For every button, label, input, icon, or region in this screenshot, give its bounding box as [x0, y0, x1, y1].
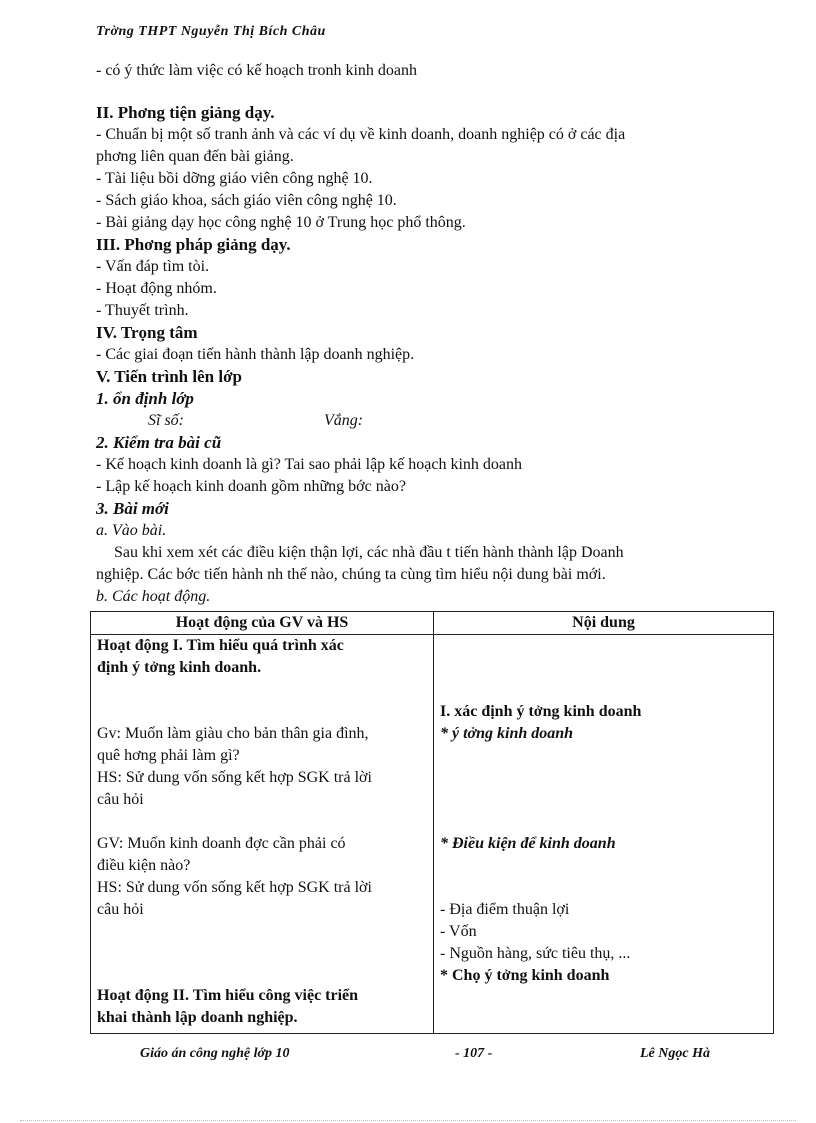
review-question: - Kế hoạch kinh doanh là gì? Tai sao phải lập kế hoạch kinh doanh — [96, 456, 523, 473]
table-header-content: Nội dung — [434, 612, 774, 635]
activity-1-title: định ý tởng kinh doanh. — [97, 659, 262, 676]
section-4-item: - Các giai đoạn tiến hành thành lập doanh nghiệp. — [96, 346, 415, 363]
page-number: - 107 - — [455, 1046, 493, 1061]
section-3-item: - Thuyết trình. — [96, 302, 189, 319]
vang-label: Vắng: — [324, 412, 364, 429]
footer-author: Lê Ngọc Hà — [640, 1046, 710, 1061]
activity-2-title: khai thành lập doanh nghiệp. — [97, 1009, 298, 1026]
section-3-item: - Hoạt động nhóm. — [96, 280, 217, 297]
page-bottom-divider — [20, 1120, 796, 1121]
section-2-title: II. Phơng tiện giảng dạy. — [96, 103, 275, 122]
section-2-item: - Sách giáo khoa, sách giáo viên công nghệ 10. — [96, 192, 397, 209]
section-2-item: - Bài giảng dạy học công nghệ 10 ở Trung học phổ thông. — [96, 214, 466, 231]
teacher-question: điều kiện nào? — [97, 857, 191, 874]
section-3-item: - Vấn đáp tìm tòi. — [96, 258, 210, 275]
section-2-item: - Tài liệu bồi dỡng giáo viên công nghệ 10. — [96, 170, 373, 187]
teacher-question: quê hơng phải làm gì? — [97, 747, 240, 764]
content-subheading: * Chọ ý tởng kinh doanh — [440, 967, 610, 984]
intro-line: Sau khi xem xét các điều kiện thận lợi, các nhà đầu t tiến hành thành lập Doanh — [114, 544, 624, 561]
section-2-item: phơng liên quan đến bài giảng. — [96, 148, 294, 165]
content-subheading: * ý tởng kinh doanh — [440, 725, 574, 742]
subsection-3-title: 3. Bài mới — [96, 499, 169, 518]
student-answer: câu hỏi — [97, 791, 144, 808]
review-question: - Lập kế hoạch kinh doanh gồm những bớc nào? — [96, 478, 406, 495]
document-body — [96, 60, 736, 608]
section-3-title: III. Phơng pháp giảng dạy. — [96, 235, 291, 254]
teacher-question: GV: Muốn kinh doanh đợc cần phải có — [97, 835, 346, 852]
section-2-item: - Chuẩn bị một số tranh ảnh và các ví dụ về kinh doanh, doanh nghiệp có ở các địa — [96, 126, 626, 143]
objective-line: - có ý thức làm việc có kế hoạch tronh kinh doanh — [96, 62, 418, 79]
content-cell — [434, 635, 774, 1034]
content-section-title: I. xác định ý tởng kinh doanh — [440, 703, 642, 720]
student-answer: HS: Sử dung vốn sống kết hợp SGK trả lời — [97, 879, 372, 896]
intro-line: nghiệp. Các bớc tiến hành nh thế nào, chúng ta cùng tìm hiểu nội dung bài mới. — [96, 566, 606, 583]
section-4-title: IV. Trọng tâm — [96, 323, 198, 342]
section-5-title: V. Tiến trình lên lớp — [96, 367, 242, 386]
subsection-2-title: 2. Kiểm tra bài cũ — [96, 433, 222, 452]
activity-2-title: Hoạt động II. Tìm hiểu công việc triển — [97, 987, 359, 1004]
activities-cell — [91, 635, 434, 1034]
page-header: Trờng THPT Nguyễn Thị Bích Châu — [96, 24, 326, 39]
student-answer: HS: Sử dung vốn sống kết hợp SGK trả lời — [97, 769, 372, 786]
teacher-question: Gv: Muốn làm giàu cho bản thân gia đình, — [97, 725, 369, 742]
subsection-3a: a. Vào bài. — [96, 522, 167, 539]
siso-label: Sĩ số: — [148, 412, 184, 429]
student-answer: câu hỏi — [97, 901, 144, 918]
activity-1-title: Hoạt động I. Tìm hiểu quá trình xác — [97, 637, 344, 654]
activity-table — [90, 611, 774, 1034]
table-header-activities: Hoạt động của GV và HS — [91, 612, 434, 635]
content-subheading: * Điều kiện để kinh doanh — [440, 835, 616, 852]
subsection-1-title: 1. ổn định lớp — [96, 389, 194, 408]
attendance-line — [96, 410, 736, 432]
condition-item: - Địa điểm thuận lợi — [440, 901, 570, 918]
condition-item: - Nguồn hàng, sức tiêu thụ, ... — [440, 945, 631, 962]
condition-item: - Vốn — [440, 923, 477, 940]
footer-title: Giáo án công nghệ lớp 10 — [140, 1046, 290, 1061]
subsection-3b: b. Các hoạt động. — [96, 588, 211, 605]
